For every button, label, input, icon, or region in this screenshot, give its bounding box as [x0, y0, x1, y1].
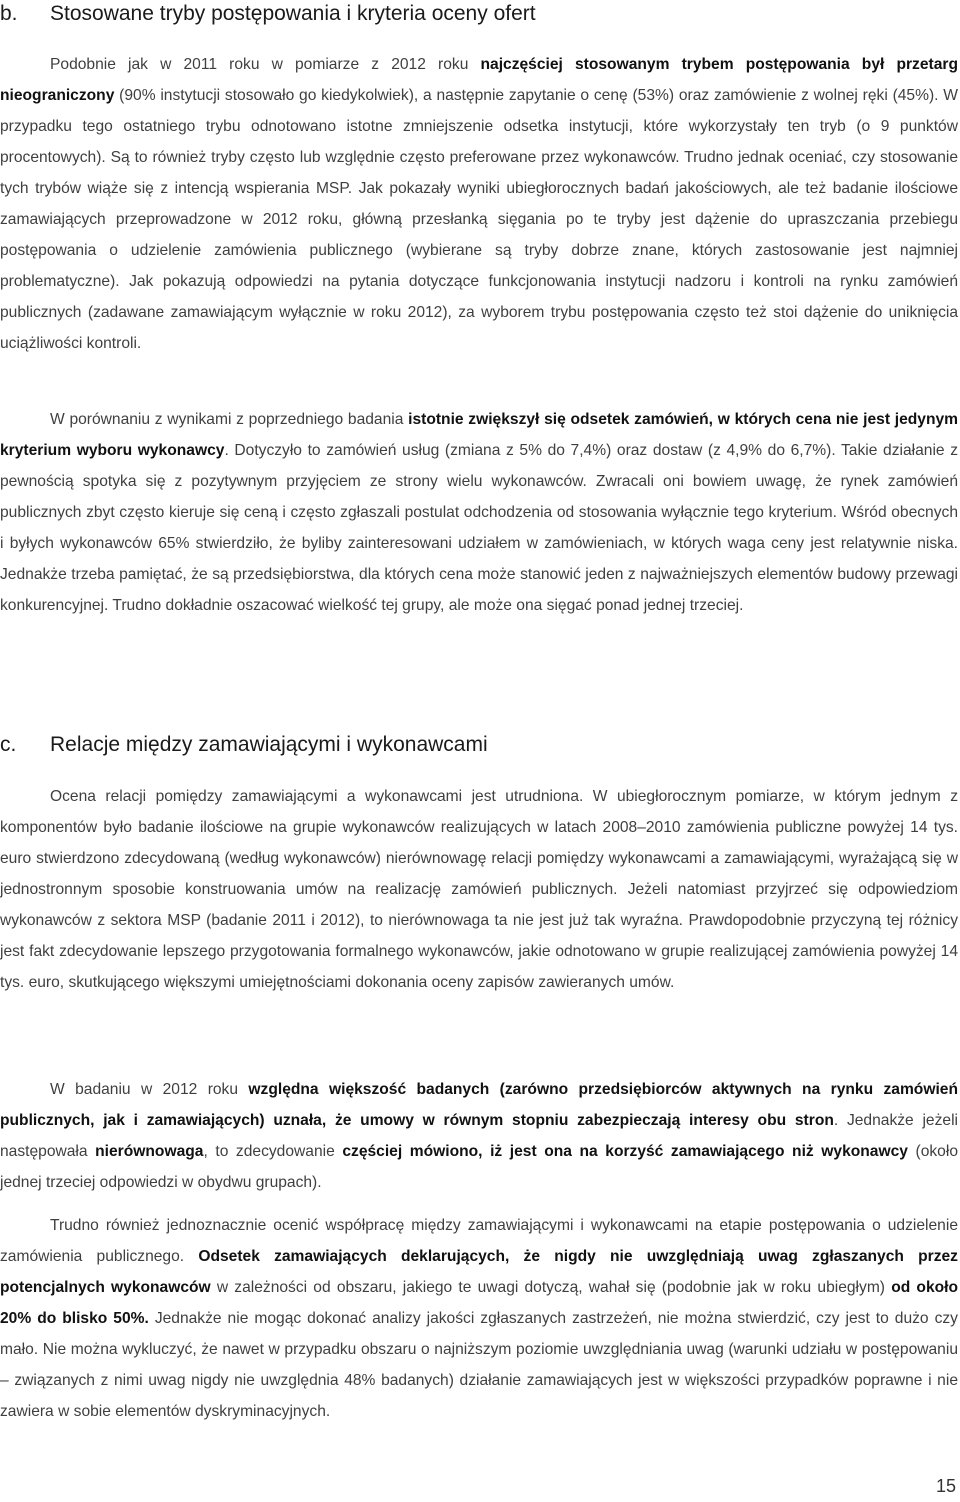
text-run: . Dotyczyło to zamówień usług (zmiana z 5% do 7,4%) oraz dostaw (z 4,9% do 6,7%). Takie działanie z pewnością spotyka się z pozytywnym przyjęciem ze strony wielu wykonawców. Zwracali oni bowiem uwagę, że rynek zamówień publicznych zbyt często kieruje się ceną i często zgłaszali postulat odchodzenia od stosowania wyłącznie tego kryterium. Wśród obecnych i byłych wykonawców 65% stwierdziło, że byliby zainteresowani udziałem w zamówieniach, w których waga ceny jest relatywnie niska. Jednakże trzeba pamiętać, że są przedsiębiorstwa, dla których cena może stanowić jeden z najważniejszych elementów budowy przewagi konkurencyjnej. Trudno dokładnie oszacować wielkość tej grupy, ale może ona sięgać ponad jednej trzeciej. — [0, 442, 958, 614]
text-run: Jednakże nie mogąc dokonać analizy jakości zgłaszanych zastrzeżeń, nie można stwierdzić, czy jest to dużo czy mało. Nie można wykluczyć, że nawet w przypadku obszaru o najniższym poziomie uwzględniania uwag (warunki udziału w postępowaniu – związanych z nimi uwag nigdy nie uwzględnia 48% badanych) działanie zamawiających jest w większości przypadków poprawne i nie zawiera w sobie elementów dyskryminacyjnych. — [0, 1310, 958, 1420]
section-title: Relacje między zamawiającymi i wykonawcami — [50, 733, 488, 756]
text-run: W porównaniu z wynikami z poprzedniego badania — [50, 411, 409, 428]
bold-text-run: istotnie zwiększył się odsetek zamówień, w których cena nie jest jedynym kryterium wyboru wykonawcy — [0, 411, 959, 459]
text-run: (około jednej trzeciej odpowiedzi w obydwu grupach). — [0, 1143, 958, 1191]
text-run: Podobnie jak w 2011 roku w pomiarze z 2012 roku — [50, 56, 481, 73]
text-run: Ocena relacji pomiędzy zamawiającymi a wykonawcami jest utrudniona. W ubiegłorocznym pomiarze, w którym jednym z komponentów było badanie ilościowe na grupie wykonawców realizujących w latach 2008–2010 zamówienia publiczne powyżej 14 tys. euro stwierdzono zdecydowaną (według wykonawców) nierównowagę relacji pomiędzy wykonawcami a zamawiającymi, wyrażającą się w jednostronnym sposobie konstruowania umów na realizację zamówień publicznych. Jeżeli natomiast przyjrzeć się odpowiedziom wykonawców z sektora MSP (badanie 2011 i 2012), to nierównowaga ta nie jest już tak wyraźna. Prawdopodobnie przyczyną tej różnicy jest fakt zdecydowanie lepszego przygotowania formalnego wykonawców, jakie odnotowano w grupie realizującej zamówienia powyżej 14 tys. euro, skutkującego większymi umiejętnościami dokonania oceny zapisów zawieranych umów. — [0, 788, 958, 991]
section-number: c. — [0, 733, 17, 756]
text-run: (90% instytucji stosowało go kiedykolwiek), a następnie zapytanie o cenę (53%) oraz zamówienie z wolnej ręki (45%). W przypadku tego ostatniego trybu odnotowano istotne zmniejszenie odsetka instytucji, które wykorzystały ten tryb (o 9 punktów procentowych). Są to również tryby często lub względnie często preferowane przez wykonawców. Trudno jednak oceniać, czy stosowanie tych trybów wiąże się z intencją wspierania MSP. Jak pokazały wyniki ubiegłorocznych badań jakościowych, ale też badanie ilościowe zamawiających przeprowadzone w 2012 roku, główną przesłanką sięgania po te tryby jest dążenie do upraszczania przebiegu postępowania o udzielenie zamówienia publicznego (wybierane są tryby dobrze znane, których zastosowanie jest najmniej problematyczne). Jak pokazują odpowiedzi na pytania dotyczące funkcjonowania instytucji nadzoru i kontroli na rynku zamówień publicznych (zadawane zamawiającym wyłącznie w roku 2012), za wyborem trybu postępowania często też stoi dążenie do uniknięcia uciążliwości kontroli. — [0, 87, 958, 352]
section-heading-b — [0, 0, 960, 28]
paragraph — [0, 1074, 958, 1198]
text-run: Trudno również jednoznacznie ocenić współpracę między zamawiającymi i wykonawcami na etapie postępowania o udzielenie zamówienia publicznego. — [0, 1217, 958, 1265]
text-run: w zależności od obszaru, jakiego te uwagi dotyczą, wahał się (podobnie jak w roku ubiegłym) — [210, 1279, 892, 1296]
paragraph — [0, 781, 958, 998]
bold-text-run: nierównowaga — [95, 1143, 204, 1160]
page-number: 15 — [935, 1476, 956, 1496]
section-number: b. — [0, 2, 18, 25]
text-run: , to zdecydowanie — [203, 1143, 343, 1160]
bold-text-run: Odsetek zamawiających deklarujących, że nigdy nie uwzględniają uwag zgłaszanych przez potencjalnych wykonawców — [0, 1248, 958, 1296]
section-heading-c — [0, 731, 960, 759]
paragraph — [0, 49, 958, 359]
bold-text-run: względna większość badanych (zarówno przedsiębiorców aktywnych na rynku zamówień publicznych, jak i zamawiających) uznała, że umowy w równym stopniu zabezpieczają interesy obu stron — [0, 1081, 958, 1129]
text-run: W badaniu w 2012 roku — [50, 1081, 249, 1098]
paragraph — [0, 1210, 958, 1427]
bold-text-run: od około 20% do blisko 50%. — [0, 1279, 958, 1327]
section-title: Stosowane tryby postępowania i kryteria oceny ofert — [50, 2, 536, 25]
bold-text-run: częściej mówiono, iż jest ona na korzyść zamawiającego niż wykonawcy — [342, 1143, 908, 1160]
text-run: . Jednakże jeżeli następowała — [0, 1112, 958, 1160]
bold-text-run: najczęściej stosowanym trybem postępowania był przetarg nieograniczony — [0, 56, 958, 104]
paragraph — [0, 404, 958, 621]
